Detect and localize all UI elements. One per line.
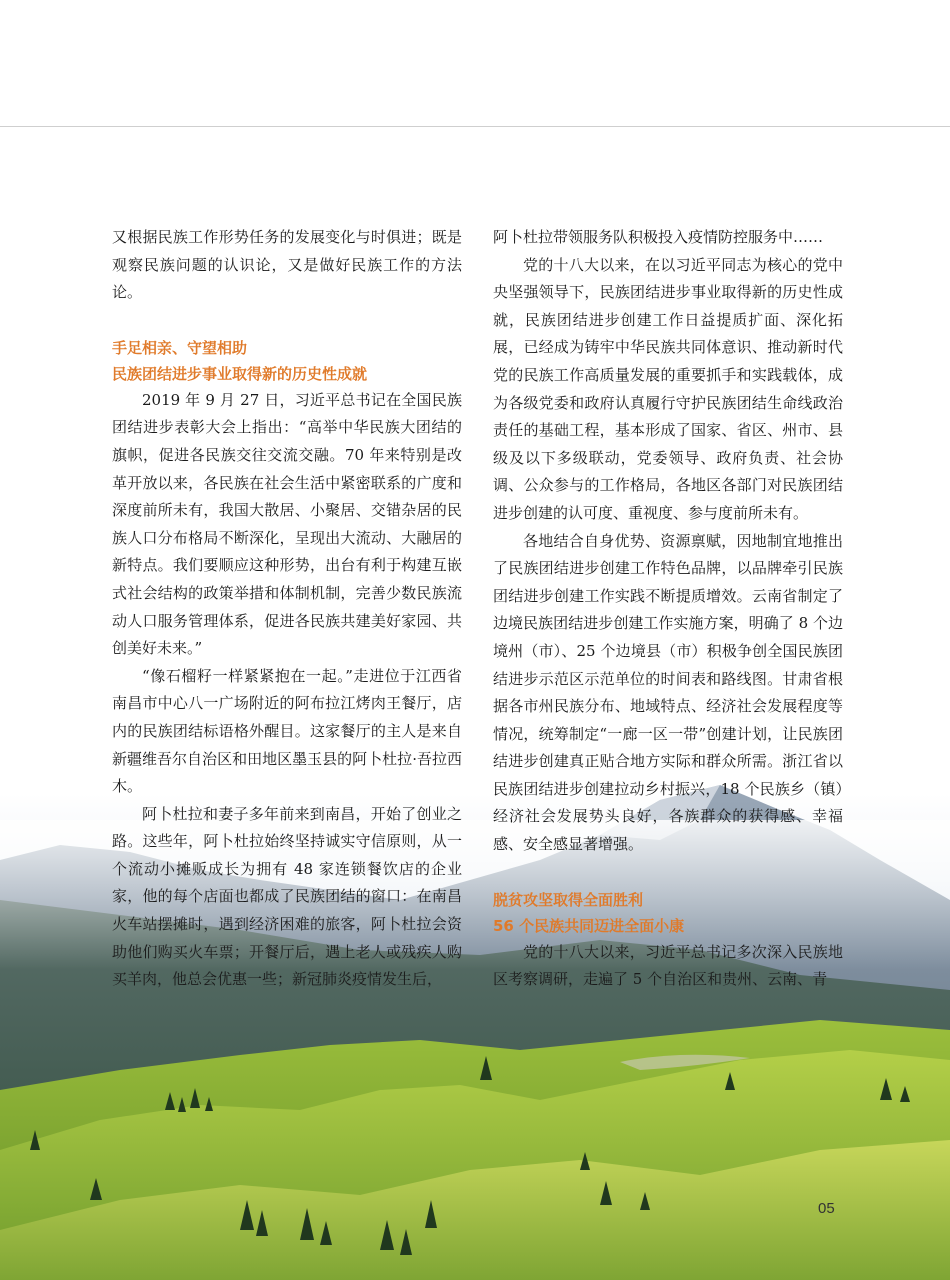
section-heading-2-line1: 脱贫攻坚取得全面胜利: [493, 890, 644, 909]
paragraph: 阿卜杜拉和妻子多年前来到南昌，开始了创业之路。这些年，阿卜杜拉始终坚持诚实守信原则，从一个流动小摊贩成长为拥有 48 家连锁餐饮店的企业家，他的每个店面也都成了民族团结的窗口：在南昌火车站摆摊时，遇到经济困难的旅客，阿卜杜拉会资助他们购买火车票；开餐厅后，遇上老人或残疾人购买羊肉，他总会优惠一些；新冠肺炎疫情发生后，: [112, 804, 462, 989]
paragraph-intro: 又根据民族工作形势任务的发展变化与时俱进；既是观察民族问题的认识论，又是做好民族工作的方法论。: [112, 228, 462, 302]
section-heading-2-line2: 56 个民族共同迈进全面小康: [493, 916, 685, 935]
left-column: [112, 224, 462, 994]
right-column: [493, 224, 843, 994]
paragraph-continued: 阿卜杜拉带领服务队积极投入疫情防控服务中……: [493, 228, 824, 246]
paragraph: 党的十八大以来，在以习近平同志为核心的党中央坚强领导下，民族团结进步事业取得新的历史性成就，民族团结进步创建工作日益提质扩面、深化拓展，已经成为铸牢中华民族共同体意识、推动新时代党的民族工作高质量发展的重要抓手和实践载体，成为各级党委和政府认真履行守护民族团结生命线政治责任的基础工程，基本形成了国家、省区、州市、县级及以下多级联动，党委领导、政府负责、社会协调、公众参与的工作格局，各地区各部门对民族团结进步创建的认可度、重视度、参与度前所未有。: [493, 255, 843, 522]
paragraph: 党的十八大以来，习近平总书记多次深入民族地区考察调研，走遍了 5 个自治区和贵州、云南、青: [493, 942, 843, 989]
page-number: 05: [818, 1200, 835, 1217]
section-heading-1-line2: 民族团结进步事业取得新的历史性成就: [112, 364, 368, 383]
section-heading-1-line1: 手足相亲、守望相助: [112, 338, 248, 357]
top-divider: [0, 126, 950, 127]
paragraph: “像石榴籽一样紧紧抱在一起。”走进位于江西省南昌市中心八一广场附近的阿布拉江烤肉王餐厅，店内的民族团结标语格外醒目。这家餐厅的主人是来自新疆维吾尔自治区和田地区墨玉县的阿卜杜拉·吾拉西木。: [112, 666, 462, 796]
paragraph: 各地结合自身优势、资源禀赋，因地制宜地推出了民族团结进步创建工作特色品牌，以品牌牵引民族团结进步创建工作实践不断提质增效。云南省制定了边境民族团结进步创建工作实施方案，明确了 8 个边境州（市）、25 个边境县（市）积极争创全国民族团结进步示范区示范单位的时间表和路线图。甘肃省根据各市州民族分布、地域特点、经济社会发展程度等情况，统筹制定“一廊一区一带”创建计划，让民族团结进步创建真正贴合地方实际和群众所需。浙江省以民族团结进步创建拉动乡村振兴，18 个民族乡（镇）经济社会发展势头良好，各族群众的获得感、幸福感、安全感显著增强。: [493, 531, 843, 854]
paragraph: 2019 年 9 月 27 日，习近平总书记在全国民族团结进步表彰大会上指出：“高举中华民族大团结的旗帜，促进各民族交往交流交融。70 年来特别是改革开放以来，各民族在社会生活中紧密联系的广度和深度前所未有，我国大散居、小聚居、交错杂居的民族人口分布格局不断深化，呈现出大流动、大融居的新特点。我们要顺应这种形势，出台有利于构建互嵌式社会结构的政策举措和体制机制，完善少数民族流动人口服务管理体系，促进各民族共建美好家园、共创美好未来。”: [112, 390, 462, 658]
